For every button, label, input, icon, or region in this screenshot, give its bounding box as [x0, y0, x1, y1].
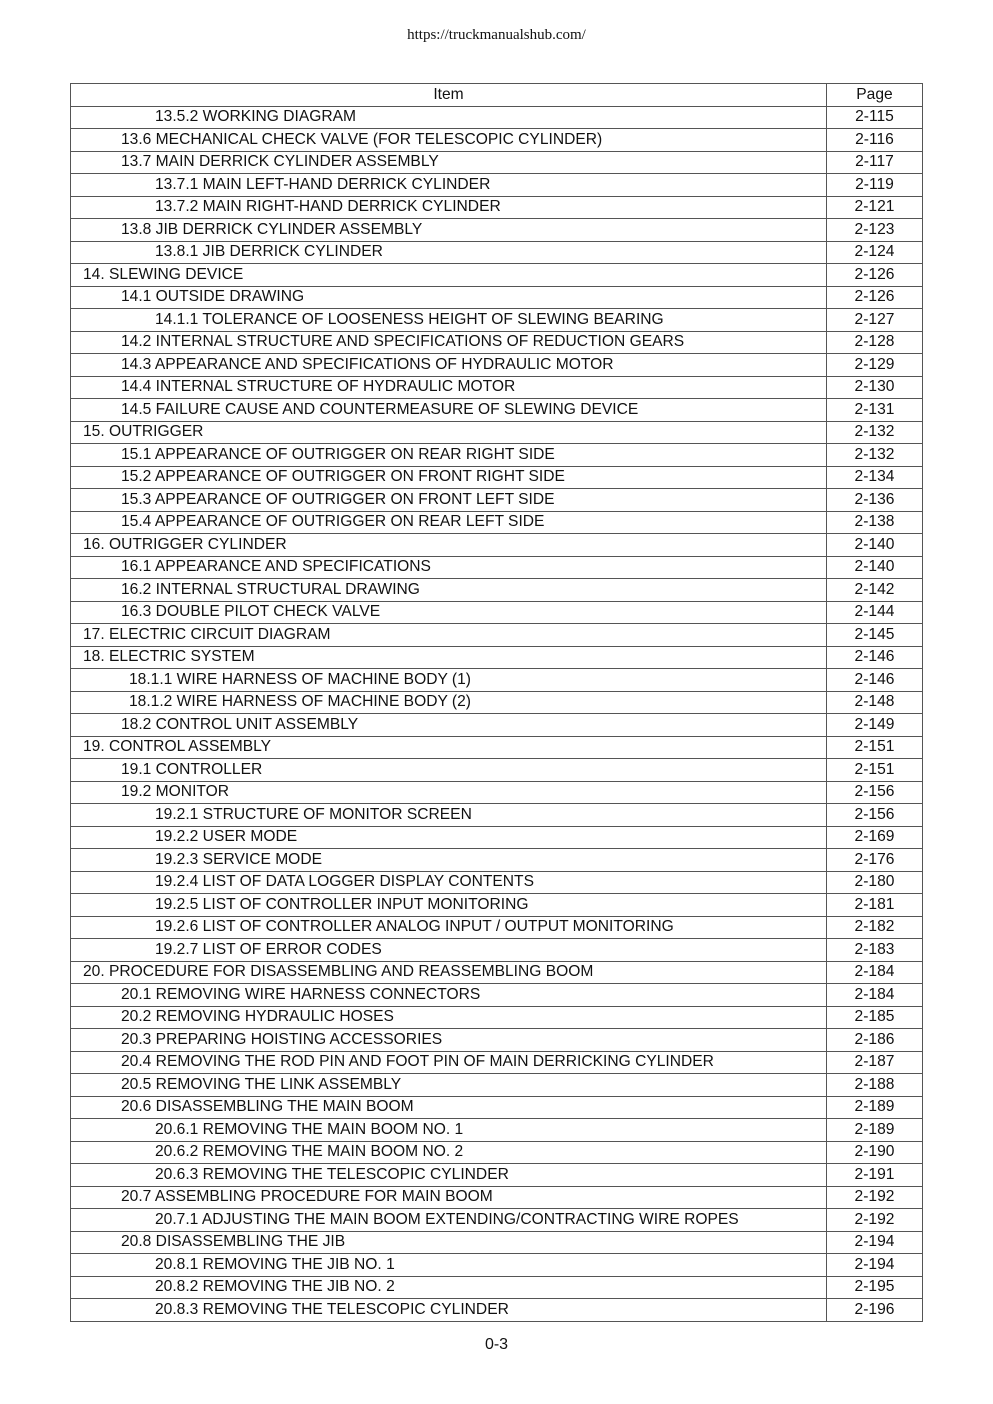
toc-row	[71, 1051, 923, 1074]
toc-item-title: 13.7.2 MAIN RIGHT-HAND DERRICK CYLINDER	[71, 196, 827, 219]
toc-row	[71, 1209, 923, 1232]
toc-item-page: 2-194	[827, 1231, 923, 1254]
toc-item-title: 15. OUTRIGGER	[71, 421, 827, 444]
toc-item-title: 19.2.2 USER MODE	[71, 826, 827, 849]
toc-row	[71, 736, 923, 759]
toc-item-page: 2-183	[827, 939, 923, 962]
toc-row	[71, 759, 923, 782]
toc-item-page: 2-156	[827, 781, 923, 804]
toc-item-title: 19.1 CONTROLLER	[71, 759, 827, 782]
toc-item-title: 20.8.2 REMOVING THE JIB NO. 2	[71, 1276, 827, 1299]
toc-row	[71, 286, 923, 309]
toc-item-page: 2-144	[827, 601, 923, 624]
toc-item-page: 2-128	[827, 331, 923, 354]
toc-item-title: 16. OUTRIGGER CYLINDER	[71, 534, 827, 557]
toc-item-page: 2-132	[827, 421, 923, 444]
toc-item-title: 20. PROCEDURE FOR DISASSEMBLING AND REASSEMBLING BOOM	[71, 961, 827, 984]
toc-body	[71, 106, 923, 1321]
page-column-header: Page	[827, 84, 923, 107]
toc-row	[71, 939, 923, 962]
toc-item-title: 20.6.1 REMOVING THE MAIN BOOM NO. 1	[71, 1119, 827, 1142]
toc-item-page: 2-121	[827, 196, 923, 219]
toc-row	[71, 714, 923, 737]
toc-row	[71, 399, 923, 422]
toc-item-title: 20.5 REMOVING THE LINK ASSEMBLY	[71, 1074, 827, 1097]
toc-item-title: 19.2.5 LIST OF CONTROLLER INPUT MONITORING	[71, 894, 827, 917]
toc-row	[71, 444, 923, 467]
toc-row	[71, 1006, 923, 1029]
toc-item-page: 2-192	[827, 1186, 923, 1209]
toc-item-title: 20.2 REMOVING HYDRAULIC HOSES	[71, 1006, 827, 1029]
toc-row	[71, 309, 923, 332]
toc-row	[71, 826, 923, 849]
toc-row	[71, 219, 923, 242]
toc-row	[71, 1029, 923, 1052]
toc-item-page: 2-145	[827, 624, 923, 647]
toc-row	[71, 1299, 923, 1322]
toc-item-title: 20.1 REMOVING WIRE HARNESS CONNECTORS	[71, 984, 827, 1007]
toc-row	[71, 241, 923, 264]
toc-item-title: 20.6 DISASSEMBLING THE MAIN BOOM	[71, 1096, 827, 1119]
toc-item-page: 2-126	[827, 264, 923, 287]
toc-item-title: 20.4 REMOVING THE ROD PIN AND FOOT PIN OF MAIN DERRICKING CYLINDER	[71, 1051, 827, 1074]
toc-item-title: 14.3 APPEARANCE AND SPECIFICATIONS OF HYDRAULIC MOTOR	[71, 354, 827, 377]
toc-item-page: 2-188	[827, 1074, 923, 1097]
toc-row	[71, 556, 923, 579]
toc-row	[71, 174, 923, 197]
toc-item-page: 2-189	[827, 1096, 923, 1119]
toc-item-title: 15.2 APPEARANCE OF OUTRIGGER ON FRONT RIGHT SIDE	[71, 466, 827, 489]
toc-item-title: 20.6.3 REMOVING THE TELESCOPIC CYLINDER	[71, 1164, 827, 1187]
toc-item-title: 20.8 DISASSEMBLING THE JIB	[71, 1231, 827, 1254]
toc-item-page: 2-146	[827, 669, 923, 692]
toc-row	[71, 1254, 923, 1277]
toc-row	[71, 264, 923, 287]
toc-item-title: 14.1 OUTSIDE DRAWING	[71, 286, 827, 309]
toc-item-page: 2-194	[827, 1254, 923, 1277]
toc-item-page: 2-138	[827, 511, 923, 534]
toc-item-title: 20.8.1 REMOVING THE JIB NO. 1	[71, 1254, 827, 1277]
toc-item-page: 2-186	[827, 1029, 923, 1052]
toc-item-page: 2-191	[827, 1164, 923, 1187]
toc-item-page: 2-140	[827, 556, 923, 579]
toc-row	[71, 129, 923, 152]
toc-row	[71, 849, 923, 872]
toc-row	[71, 511, 923, 534]
toc-row	[71, 1231, 923, 1254]
toc-item-title: 16.3 DOUBLE PILOT CHECK VALVE	[71, 601, 827, 624]
toc-item-page: 2-140	[827, 534, 923, 557]
toc-item-title: 17. ELECTRIC CIRCUIT DIAGRAM	[71, 624, 827, 647]
toc-row	[71, 534, 923, 557]
toc-item-page: 2-129	[827, 354, 923, 377]
toc-row	[71, 1074, 923, 1097]
toc-item-title: 13.5.2 WORKING DIAGRAM	[71, 106, 827, 129]
toc-row	[71, 804, 923, 827]
toc-item-title: 19.2.3 SERVICE MODE	[71, 849, 827, 872]
toc-row	[71, 894, 923, 917]
toc-item-title: 13.8 JIB DERRICK CYLINDER ASSEMBLY	[71, 219, 827, 242]
toc-item-page: 2-124	[827, 241, 923, 264]
toc-row	[71, 961, 923, 984]
toc-item-page: 2-176	[827, 849, 923, 872]
toc-row	[71, 1164, 923, 1187]
toc-item-page: 2-148	[827, 691, 923, 714]
toc-item-title: 13.7 MAIN DERRICK CYLINDER ASSEMBLY	[71, 151, 827, 174]
toc-row	[71, 601, 923, 624]
toc-item-title: 14.1.1 TOLERANCE OF LOOSENESS HEIGHT OF SLEWING BEARING	[71, 309, 827, 332]
toc-item-page: 2-134	[827, 466, 923, 489]
toc-row	[71, 106, 923, 129]
toc-item-title: 19.2.6 LIST OF CONTROLLER ANALOG INPUT / OUTPUT MONITORING	[71, 916, 827, 939]
toc-item-page: 2-189	[827, 1119, 923, 1142]
toc-item-title: 18. ELECTRIC SYSTEM	[71, 646, 827, 669]
toc-item-title: 14.2 INTERNAL STRUCTURE AND SPECIFICATIONS OF REDUCTION GEARS	[71, 331, 827, 354]
toc-row	[71, 376, 923, 399]
toc-item-title: 20.8.3 REMOVING THE TELESCOPIC CYLINDER	[71, 1299, 827, 1322]
toc-row	[71, 646, 923, 669]
toc-item-page: 2-195	[827, 1276, 923, 1299]
toc-item-title: 20.7 ASSEMBLING PROCEDURE FOR MAIN BOOM	[71, 1186, 827, 1209]
toc-item-page: 2-115	[827, 106, 923, 129]
toc-row	[71, 489, 923, 512]
toc-row	[71, 1141, 923, 1164]
toc-item-page: 2-123	[827, 219, 923, 242]
toc-item-page: 2-181	[827, 894, 923, 917]
toc-item-title: 14.4 INTERNAL STRUCTURE OF HYDRAULIC MOTOR	[71, 376, 827, 399]
toc-row	[71, 916, 923, 939]
toc-row	[71, 669, 923, 692]
toc-item-title: 14. SLEWING DEVICE	[71, 264, 827, 287]
toc-item-title: 14.5 FAILURE CAUSE AND COUNTERMEASURE OF SLEWING DEVICE	[71, 399, 827, 422]
toc-item-page: 2-185	[827, 1006, 923, 1029]
toc-row	[71, 579, 923, 602]
toc-item-page: 2-132	[827, 444, 923, 467]
toc-item-title: 13.6 MECHANICAL CHECK VALVE (FOR TELESCOPIC CYLINDER)	[71, 129, 827, 152]
toc-item-page: 2-196	[827, 1299, 923, 1322]
toc-item-page: 2-187	[827, 1051, 923, 1074]
toc-item-title: 16.1 APPEARANCE AND SPECIFICATIONS	[71, 556, 827, 579]
toc-row	[71, 466, 923, 489]
toc-item-page: 2-184	[827, 961, 923, 984]
toc-item-title: 19.2.4 LIST OF DATA LOGGER DISPLAY CONTENTS	[71, 871, 827, 894]
toc-item-page: 2-131	[827, 399, 923, 422]
toc-item-title: 18.1.1 WIRE HARNESS OF MACHINE BODY (1)	[71, 669, 827, 692]
toc-item-title: 19.2 MONITOR	[71, 781, 827, 804]
toc-item-title: 13.8.1 JIB DERRICK CYLINDER	[71, 241, 827, 264]
toc-item-title: 15.1 APPEARANCE OF OUTRIGGER ON REAR RIGHT SIDE	[71, 444, 827, 467]
toc-item-title: 20.3 PREPARING HOISTING ACCESSORIES	[71, 1029, 827, 1052]
toc-item-page: 2-142	[827, 579, 923, 602]
toc-row	[71, 1096, 923, 1119]
page-number: 0-3	[484, 1336, 509, 1353]
toc-row	[71, 1119, 923, 1142]
toc-item-title: 19.2.1 STRUCTURE OF MONITOR SCREEN	[71, 804, 827, 827]
toc-row	[71, 1186, 923, 1209]
toc-item-page: 2-151	[827, 759, 923, 782]
toc-item-title: 16.2 INTERNAL STRUCTURAL DRAWING	[71, 579, 827, 602]
toc-item-page: 2-190	[827, 1141, 923, 1164]
toc-row	[71, 781, 923, 804]
toc-item-page: 2-130	[827, 376, 923, 399]
toc-row	[71, 331, 923, 354]
toc-item-page: 2-119	[827, 174, 923, 197]
toc-item-page: 2-126	[827, 286, 923, 309]
toc-item-page: 2-116	[827, 129, 923, 152]
toc-item-page: 2-182	[827, 916, 923, 939]
header-url: https://truckmanualshub.com/	[407, 27, 586, 43]
toc-row	[71, 151, 923, 174]
toc-row	[71, 421, 923, 444]
toc-item-page: 2-192	[827, 1209, 923, 1232]
toc-item-page: 2-180	[827, 871, 923, 894]
toc-item-title: 20.7.1 ADJUSTING THE MAIN BOOM EXTENDING/CONTRACTING WIRE ROPES	[71, 1209, 827, 1232]
toc-row	[71, 1276, 923, 1299]
toc-item-title: 18.2 CONTROL UNIT ASSEMBLY	[71, 714, 827, 737]
toc-row	[71, 691, 923, 714]
toc-item-page: 2-169	[827, 826, 923, 849]
toc-row	[71, 984, 923, 1007]
toc-row	[71, 196, 923, 219]
toc-item-title: 18.1.2 WIRE HARNESS OF MACHINE BODY (2)	[71, 691, 827, 714]
toc-item-title: 15.4 APPEARANCE OF OUTRIGGER ON REAR LEFT SIDE	[71, 511, 827, 534]
toc-item-title: 15.3 APPEARANCE OF OUTRIGGER ON FRONT LEFT SIDE	[71, 489, 827, 512]
toc-table	[70, 83, 923, 1322]
toc-item-page: 2-149	[827, 714, 923, 737]
toc-item-title: 19.2.7 LIST OF ERROR CODES	[71, 939, 827, 962]
toc-item-page: 2-117	[827, 151, 923, 174]
toc-item-page: 2-146	[827, 646, 923, 669]
toc-item-title: 13.7.1 MAIN LEFT-HAND DERRICK CYLINDER	[71, 174, 827, 197]
toc-item-title: 20.6.2 REMOVING THE MAIN BOOM NO. 2	[71, 1141, 827, 1164]
toc-item-page: 2-184	[827, 984, 923, 1007]
item-column-header: Item	[71, 84, 827, 107]
toc-item-page: 2-136	[827, 489, 923, 512]
toc-item-page: 2-127	[827, 309, 923, 332]
toc-header-row	[71, 84, 923, 107]
toc-row	[71, 624, 923, 647]
toc-item-title: 19. CONTROL ASSEMBLY	[71, 736, 827, 759]
toc-row	[71, 354, 923, 377]
toc-item-page: 2-156	[827, 804, 923, 827]
toc-row	[71, 871, 923, 894]
toc-item-page: 2-151	[827, 736, 923, 759]
